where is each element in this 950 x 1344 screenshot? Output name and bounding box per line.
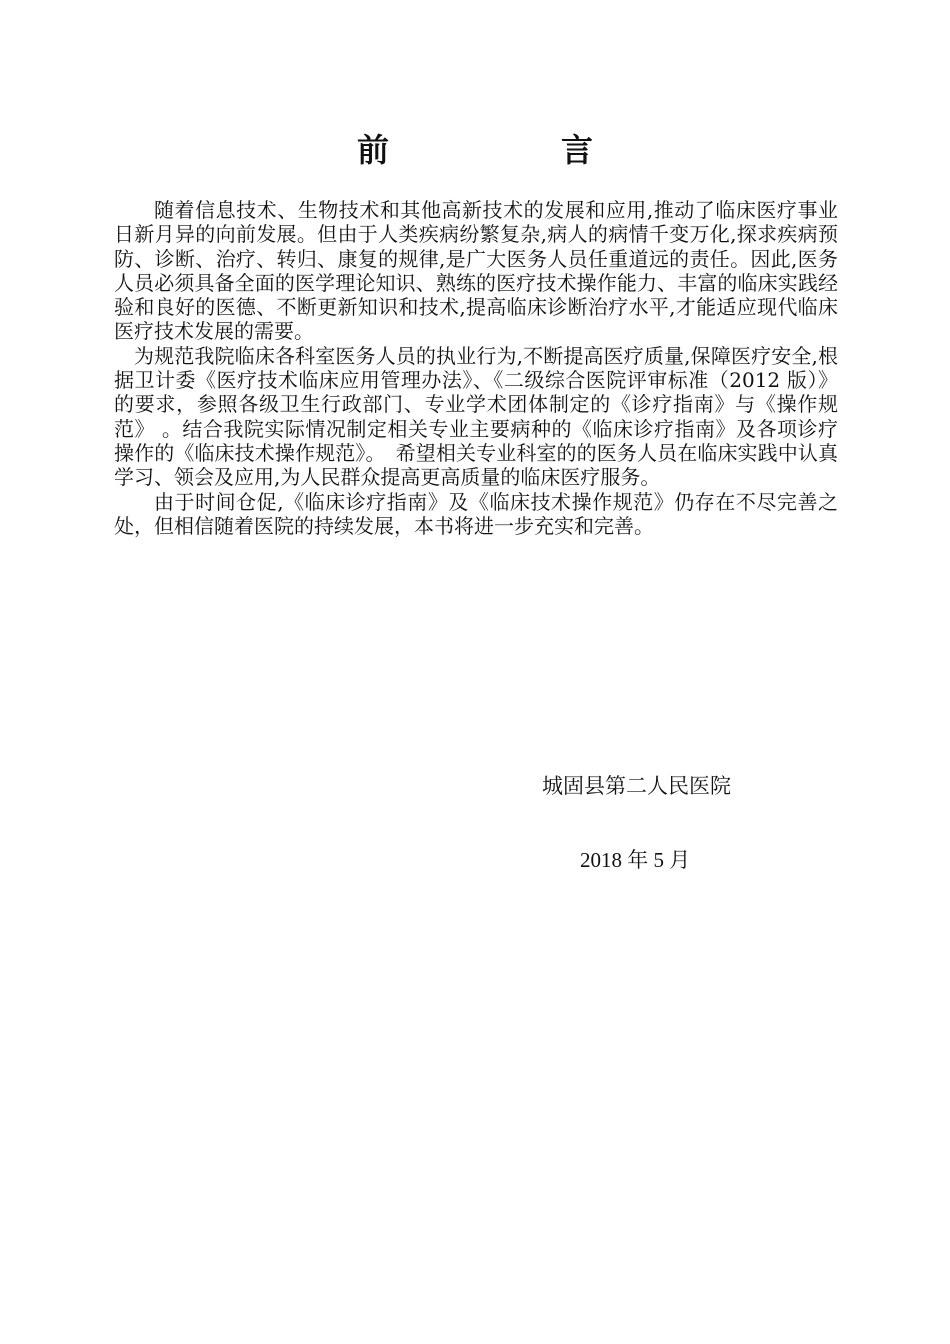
preface-paragraph-2: 为规范我院临床各科室医务人员的执业行为,不断提高医疗质量,保障医疗安全,根据卫计委《医疗技术临床应用管理办法》、《二级综合医院评审标准（2012 版）》的要求，参照各级卫生行政部门、专业学术团体制定的《诊疗指南》与《操作规范》 。结合我院实际情况制定相关专业主要病种的《临床诊疗指南》及各项诊疗操作的《临床技术操作规范》。 希望相关专业科室的的医务人员在临床实践中认真学习、领会及应用,为人民群众提高更高质量的临床医疗服务。 <box>114 343 838 490</box>
preface-paragraph-3: 由于时间仓促,《临床诊疗指南》及《临床技术操作规范》仍存在不尽完善之处，但相信随着医院的持续发展，本书将进一步充实和完善。 <box>114 489 838 538</box>
page-title: 前 言 <box>356 131 663 169</box>
preface-paragraph-1: 随着信息技术、生物技术和其他高新技术的发展和应用,推动了临床医疗事业日新月异的向前发展。但由于人类疾病纷繁复杂,病人的病情千变万化,探求疾病预防、诊断、治疗、转归、康复的规律,是广大医务人员任重道远的责任。因此,医务人员必须具备全面的医学理论知识、熟练的医疗技术操作能力、丰富的临床实践经验和良好的医德、不断更新知识和技术,提高临床诊断治疗水平,才能适应现代临床医疗技术发展的需要。 <box>114 198 838 344</box>
signature-date: 2018 年 5 月 <box>580 848 691 872</box>
signature-organization: 城固县第二人民医院 <box>542 774 731 798</box>
preface-body <box>114 198 838 538</box>
